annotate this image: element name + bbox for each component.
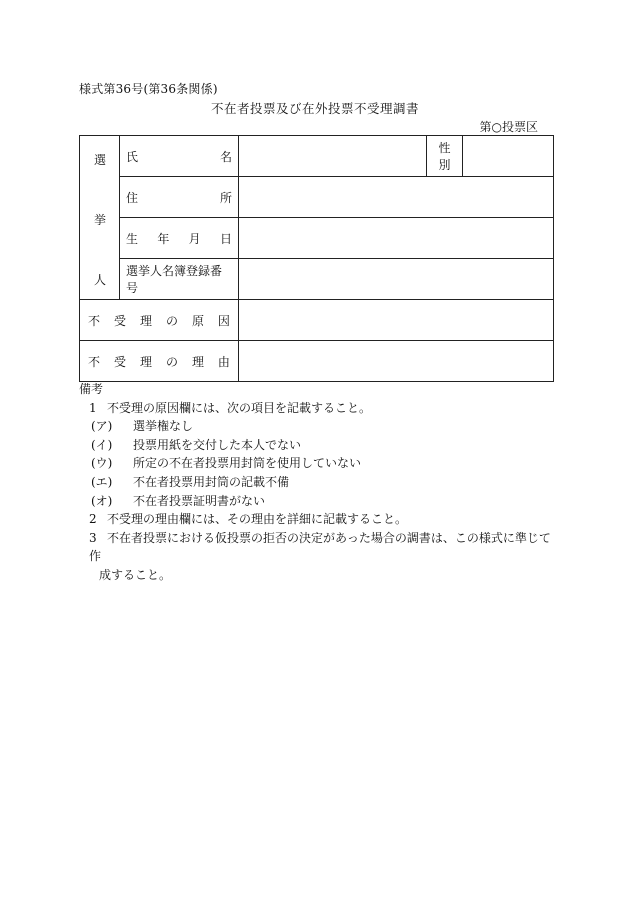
birthdate-label-char: 月: [188, 231, 201, 246]
cause-label-char: 因: [217, 313, 230, 328]
note-sub-item: (エ) 不在者投票用封筒の記載不備: [91, 474, 290, 489]
table-row: [80, 177, 554, 218]
note-text: 不在者投票における仮投票の拒否の決定があった場合の調書は、この様式に準じて作: [89, 530, 551, 564]
note-continuation: 成すること。: [99, 567, 172, 582]
address-label-char: 所: [219, 190, 232, 205]
birthdate-label-char: 年: [157, 231, 170, 246]
cause-label-char: 理: [139, 313, 152, 328]
table-row: [80, 218, 554, 259]
note-sub-item: (オ) 不在者投票証明書がない: [91, 493, 266, 508]
note-item: [79, 399, 559, 418]
name-label-char: 氏: [126, 149, 139, 164]
cause-label-char: の: [165, 313, 178, 328]
voter-label-char: 選: [93, 152, 106, 167]
address-field[interactable]: [239, 177, 554, 218]
notes-section: [79, 380, 559, 585]
cause-label-char: 原: [191, 313, 204, 328]
voter-label-char: 挙: [93, 212, 106, 227]
note-sub-item: (イ) 投票用紙を交付した本人でない: [91, 437, 302, 452]
name-label-char: 名: [219, 149, 232, 164]
name-field[interactable]: [239, 136, 427, 177]
note-sub-item: (ウ) 所定の不在者投票用封筒を使用していない: [91, 456, 362, 471]
note-number: 1: [89, 400, 97, 415]
form-number: 様式第36号(第36条関係): [79, 82, 218, 96]
table-row: [80, 300, 554, 341]
note-number: 2: [89, 512, 97, 527]
note-text: 不受理の理由欄には、その理由を詳細に記載すること。: [107, 512, 408, 527]
table-row: [80, 136, 554, 177]
note-item: [79, 510, 559, 529]
gender-field[interactable]: [463, 136, 554, 177]
rejection-cause-field[interactable]: [239, 300, 554, 341]
note-sub-item: (ア) 選挙権なし: [91, 419, 194, 434]
document-title: 不在者投票及び在外投票不受理調書: [210, 101, 419, 116]
birthdate-field[interactable]: [239, 218, 554, 259]
registry-number-field[interactable]: [239, 259, 554, 300]
notes-heading: 備考: [79, 382, 104, 396]
cause-label-cell: [80, 300, 239, 341]
address-label-char: 住: [126, 190, 139, 205]
birthdate-label-char: 日: [219, 231, 232, 246]
name-label-cell: [120, 136, 239, 177]
birthdate-label-cell: [120, 218, 239, 259]
gender-label-cell: [427, 136, 463, 177]
rejection-reason-field[interactable]: [239, 341, 554, 382]
reason-label-char: 受: [113, 354, 126, 369]
note-number: 3: [89, 530, 97, 545]
voter-label-cell: [80, 136, 120, 300]
rejection-form-table: [79, 135, 554, 382]
reason-label-char: 理: [139, 354, 152, 369]
voter-label-char: 人: [93, 272, 106, 287]
gender-label: 性別: [438, 141, 451, 172]
reason-label-char: 不: [88, 354, 101, 369]
table-row: [80, 259, 554, 300]
reason-label-char: 理: [191, 354, 204, 369]
table-row: [80, 341, 554, 382]
cause-label-char: 受: [113, 313, 126, 328]
note-text: 不受理の原因欄には、次の項目を記載すること。: [107, 400, 372, 415]
reason-label-char: の: [165, 354, 178, 369]
note-item: [79, 529, 559, 566]
reason-label-char: 由: [217, 354, 230, 369]
address-label-cell: [120, 177, 239, 218]
cause-label-char: 不: [88, 313, 101, 328]
polling-district: 第○投票区: [479, 120, 538, 134]
registry-label: 選挙人名簿登録番号: [126, 264, 223, 295]
birthdate-label-char: 生: [126, 231, 139, 246]
reason-label-cell: [80, 341, 239, 382]
registry-label-cell: [120, 259, 239, 300]
